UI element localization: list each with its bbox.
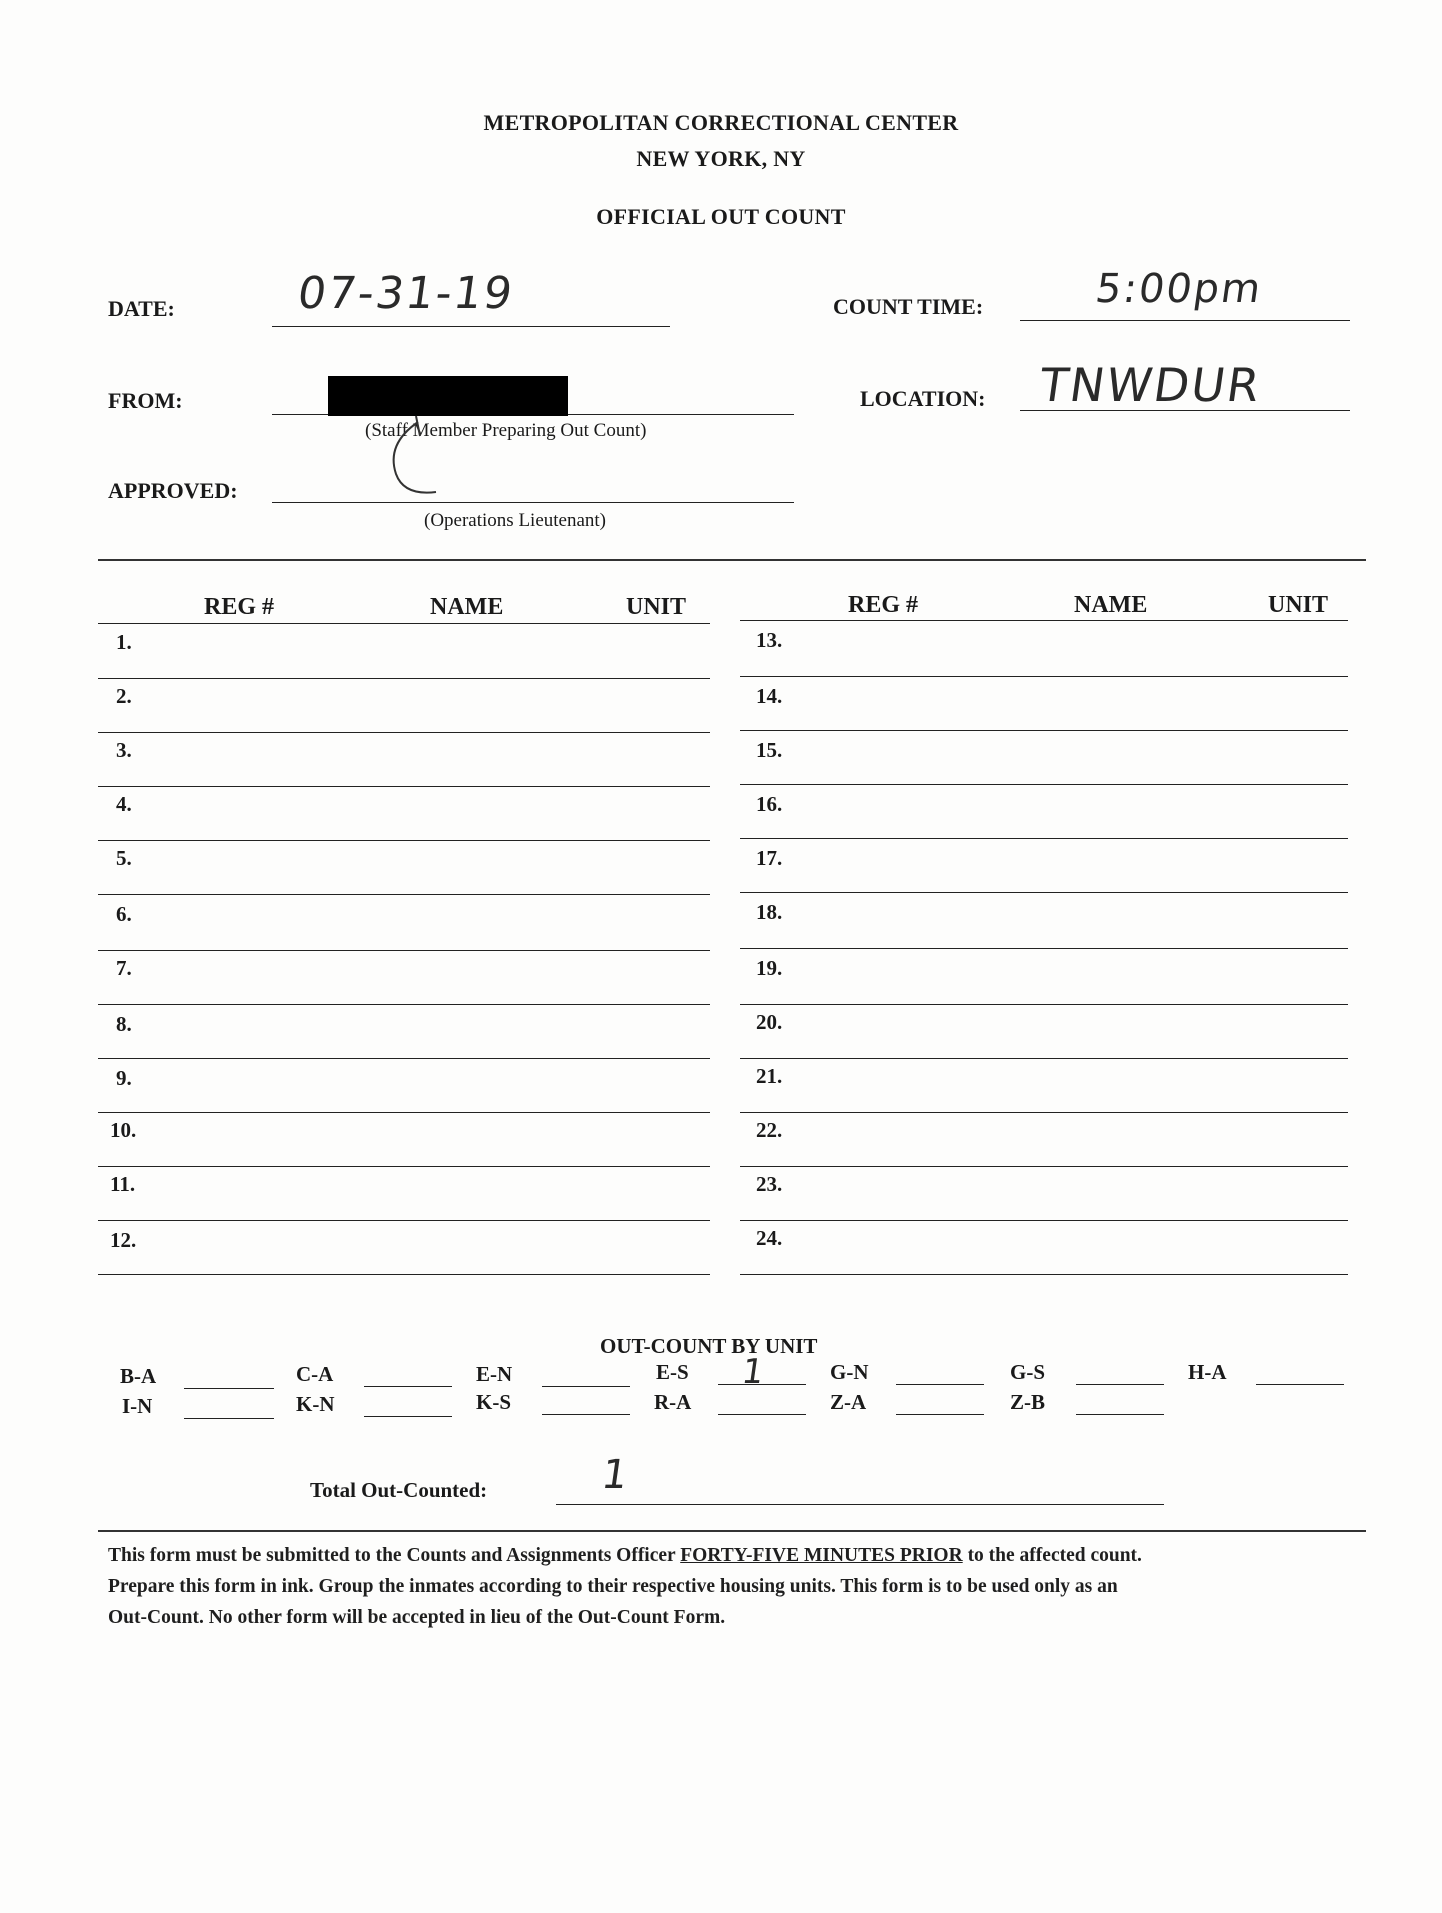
unit-blank <box>184 1388 274 1389</box>
right-row-number: 22. <box>756 1118 783 1142</box>
instructions-line-1 <box>108 1540 1378 1571</box>
unit-label: Z-B <box>1010 1390 1046 1414</box>
left-row-number: 9. <box>116 1066 132 1090</box>
left-row-line <box>98 1058 710 1059</box>
right-name-header: NAME <box>1074 592 1148 618</box>
right-row-line <box>740 1058 1348 1059</box>
unit-label: H-A <box>1188 1360 1227 1384</box>
right-unit-header: UNIT <box>1268 592 1329 618</box>
institution-title: METROPOLITAN CORRECTIONAL CENTER <box>483 110 959 135</box>
right-regnum-header: REG # <box>848 592 919 618</box>
unit-blank <box>184 1418 274 1419</box>
left-row-number: 10. <box>110 1118 137 1142</box>
unit-label: B-A <box>120 1364 157 1388</box>
unit-blank <box>542 1386 630 1387</box>
unit-blank <box>1076 1384 1164 1385</box>
instructions-text: This form must be submitted to the Counts and Assignments Officer <box>108 1545 681 1566</box>
total-out-counted-label: Total Out-Counted: <box>310 1478 488 1502</box>
left-row-number: 12. <box>110 1228 137 1252</box>
right-row-number: 21. <box>756 1064 783 1088</box>
count-time-label: COUNT TIME: <box>833 294 984 319</box>
left-row-line <box>98 678 710 679</box>
unit-blank <box>718 1414 806 1415</box>
from-caption: (Staff Member Preparing Out Count) <box>365 420 647 441</box>
unit-label: K-N <box>296 1392 335 1416</box>
unit-blank <box>542 1414 630 1415</box>
approved-caption: (Operations Lieutenant) <box>424 510 607 531</box>
left-row-line <box>98 950 710 951</box>
unit-label: G-N <box>830 1360 869 1384</box>
deadline-emphasis: FORTY-FIVE MINUTES PRIOR <box>680 1545 963 1566</box>
right-row-number: 16. <box>756 792 783 816</box>
form-title: OFFICIAL OUT COUNT <box>596 204 846 229</box>
date-handwritten: 07-31-19 <box>294 268 518 319</box>
left-row-number: 4. <box>116 792 132 816</box>
right-row-line <box>740 676 1348 677</box>
left-row-line <box>98 840 710 841</box>
count-time-handwritten: 5:00pm <box>1092 266 1266 312</box>
right-row-line <box>740 730 1348 731</box>
unit-label: I-N <box>122 1394 153 1418</box>
right-row-number: 15. <box>756 738 783 762</box>
right-row-number: 19. <box>756 956 783 980</box>
left-row-number: 1. <box>116 630 132 654</box>
instructions-text: to the affected count. <box>962 1545 1142 1566</box>
approval-signature-scribble <box>378 414 458 514</box>
left-name-header: NAME <box>430 594 504 620</box>
city-subtitle: NEW YORK, NY <box>636 146 806 171</box>
right-row-line <box>740 838 1348 839</box>
left-row-number: 8. <box>116 1012 132 1036</box>
redaction-box <box>328 376 568 416</box>
left-row-number: 2. <box>116 684 132 708</box>
right-row-number: 18. <box>756 900 783 924</box>
unit-blank <box>896 1384 984 1385</box>
left-row-number: 5. <box>116 846 132 870</box>
approved-line <box>272 502 794 503</box>
left-row-line <box>98 894 710 895</box>
total-handwritten: 1 <box>598 1452 633 1498</box>
footer-divider <box>98 1530 1366 1532</box>
right-row-line <box>740 1166 1348 1167</box>
right-row-line <box>740 892 1348 893</box>
section-divider <box>98 559 1366 561</box>
unit-label: G-S <box>1010 1360 1046 1384</box>
right-row-line <box>740 784 1348 785</box>
approved-label: APPROVED: <box>108 478 238 503</box>
right-row-number: 17. <box>756 846 783 870</box>
right-row-line <box>740 948 1348 949</box>
unit-blank <box>896 1414 984 1415</box>
unit-blank <box>364 1416 452 1417</box>
left-row-number: 11. <box>110 1172 136 1196</box>
left-row-number: 6. <box>116 902 132 926</box>
right-row-number: 13. <box>756 628 783 652</box>
unit-label: R-A <box>654 1390 692 1414</box>
instructions-line-3: Out-Count. No other form will be accepted in lieu of the Out-Count Form. <box>108 1607 726 1628</box>
count-time-line <box>1020 320 1350 321</box>
location-handwritten: TNWDUR <box>1036 358 1265 412</box>
left-row-line <box>98 1166 710 1167</box>
right-row-number: 20. <box>756 1010 783 1034</box>
date-line <box>272 326 670 327</box>
left-row-number: 7. <box>116 956 132 980</box>
left-row-line <box>98 732 710 733</box>
left-unit-header: UNIT <box>626 594 687 620</box>
unit-label: E-N <box>476 1362 513 1386</box>
from-label: FROM: <box>108 388 183 413</box>
left-regnum-header: REG # <box>204 594 275 620</box>
left-row-number: 3. <box>116 738 132 762</box>
left-header-rule <box>98 623 710 624</box>
left-row-line <box>98 1274 710 1275</box>
right-row-number: 14. <box>756 684 783 708</box>
location-label: LOCATION: <box>860 386 986 411</box>
unit-label: K-S <box>476 1390 512 1414</box>
right-row-line <box>740 1112 1348 1113</box>
unit-blank <box>364 1386 452 1387</box>
left-row-line <box>98 786 710 787</box>
left-row-line <box>98 1112 710 1113</box>
out-count-by-unit-title: OUT-COUNT BY UNIT <box>600 1334 818 1358</box>
right-row-number: 24. <box>756 1226 783 1250</box>
left-row-line <box>98 1004 710 1005</box>
unit-blank <box>1256 1384 1344 1385</box>
right-row-line <box>740 1274 1348 1275</box>
unit-blank <box>1076 1414 1164 1415</box>
left-row-line <box>98 1220 710 1221</box>
unit-label: Z-A <box>830 1390 867 1414</box>
date-label: DATE: <box>108 296 175 321</box>
right-header-rule <box>740 620 1348 621</box>
es-count-handwritten: 1 <box>739 1352 769 1392</box>
right-row-line <box>740 1220 1348 1221</box>
right-row-line <box>740 1004 1348 1005</box>
total-out-counted-line <box>556 1504 1164 1505</box>
right-row-number: 23. <box>756 1172 783 1196</box>
unit-label: E-S <box>656 1360 689 1384</box>
instructions-paragraph <box>108 1540 1378 1633</box>
instructions-line-2: Prepare this form in ink. Group the inmates according to their respective housing units. This form is to be used only as an <box>108 1576 1118 1597</box>
unit-label: C-A <box>296 1362 334 1386</box>
